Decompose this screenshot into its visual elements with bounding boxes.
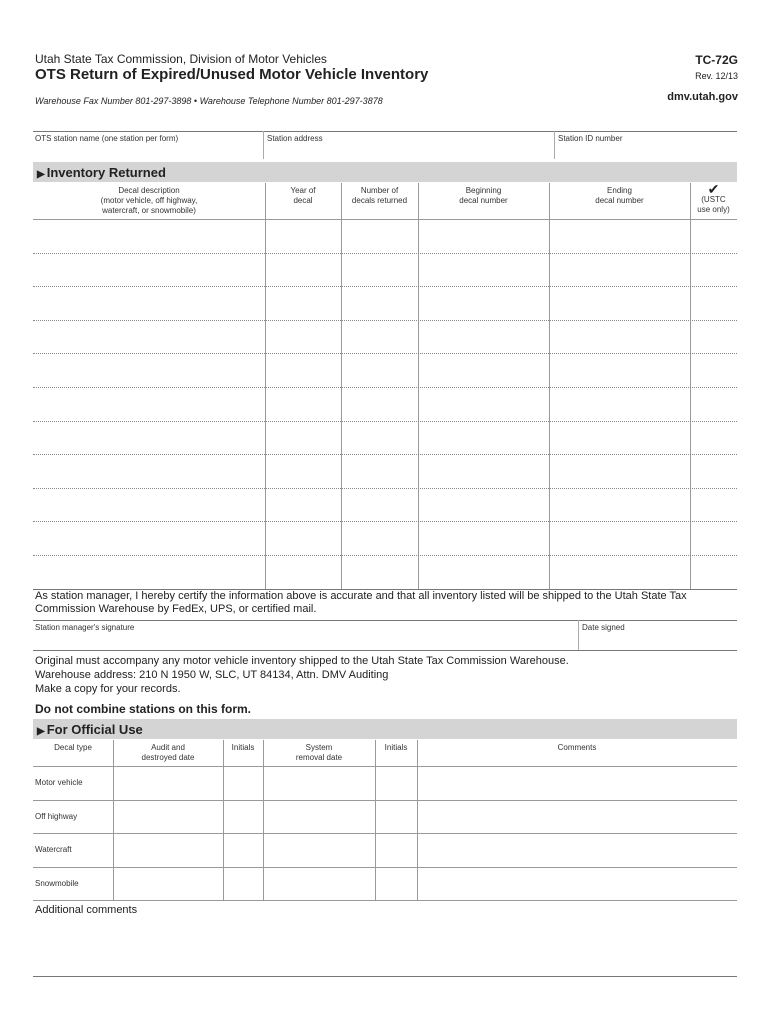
instruction-line-3: Make a copy for your records. bbox=[35, 683, 181, 695]
table-row[interactable] bbox=[33, 556, 737, 588]
table-row[interactable] bbox=[33, 321, 737, 353]
table-row[interactable] bbox=[33, 388, 737, 420]
inventory-column-header: Decal description (motor vehicle, off highway, watercraft, or snowmobile) bbox=[100, 186, 198, 215]
official-section-title: For Official Use bbox=[46, 722, 143, 737]
table-row[interactable] bbox=[33, 455, 737, 487]
decal-type-label: Watercraft bbox=[35, 845, 72, 854]
inventory-column-header: (USTC use only) bbox=[697, 195, 730, 214]
table-row[interactable] bbox=[113, 801, 737, 833]
form-revision: Rev. 12/13 bbox=[695, 71, 738, 81]
table-row[interactable] bbox=[33, 220, 737, 252]
instruction-line-2: Warehouse address: 210 N 1950 W, SLC, UT 84134, Attn. DMV Auditing bbox=[35, 669, 389, 681]
inventory-column-header: Beginning decal number bbox=[459, 186, 508, 205]
official-column-header: Initials bbox=[384, 743, 408, 752]
station-id-label: Station ID number bbox=[558, 134, 623, 143]
table-row[interactable] bbox=[33, 354, 737, 386]
agency-name: Utah State Tax Commission, Division of Motor Vehicles bbox=[35, 52, 327, 66]
station-id-field[interactable] bbox=[556, 143, 736, 157]
station-address-field[interactable] bbox=[265, 143, 552, 157]
decal-type-label: Off highway bbox=[35, 811, 78, 821]
instructions bbox=[35, 654, 735, 696]
table-row[interactable] bbox=[33, 254, 737, 286]
form-number: TC-72G bbox=[695, 53, 738, 67]
inventory-section-title: Inventory Returned bbox=[46, 165, 166, 180]
decal-type-label: Snowmobile bbox=[35, 878, 79, 888]
row-divider bbox=[33, 900, 737, 901]
official-column-header: Decal type bbox=[54, 743, 92, 752]
table-row[interactable] bbox=[33, 422, 737, 454]
official-section-header bbox=[33, 719, 737, 739]
table-row[interactable] bbox=[113, 868, 737, 900]
signature-field[interactable] bbox=[33, 634, 575, 649]
date-signed-field[interactable] bbox=[580, 634, 736, 649]
date-signed-label: Date signed bbox=[582, 623, 625, 632]
website-link[interactable]: dmv.utah.gov bbox=[667, 91, 738, 103]
additional-comments-field[interactable] bbox=[33, 918, 737, 976]
table-row[interactable] bbox=[33, 522, 737, 554]
warehouse-phones: Warehouse Fax Number 801-297-3898 • Warehouse Telephone Number 801-297-3878 bbox=[35, 96, 383, 106]
instruction-line-1: Original must accompany any motor vehicle inventory shipped to the Utah State Tax Commission Warehouse. bbox=[35, 655, 569, 667]
triangle-right-icon: ▶ bbox=[37, 726, 45, 737]
inventory-section-header bbox=[33, 162, 737, 182]
table-row[interactable] bbox=[113, 767, 737, 799]
combine-warning: Do not combine stations on this form. bbox=[35, 702, 251, 716]
table-row[interactable] bbox=[33, 489, 737, 521]
table-row[interactable] bbox=[113, 834, 737, 866]
form-title: OTS Return of Expired/Unused Motor Vehicle Inventory bbox=[35, 66, 429, 83]
checkmark-icon: ✔ bbox=[707, 181, 720, 197]
certification-text: As station manager, I hereby certify the information above is accurate and that all inventory listed will be shipped to the Utah State Tax Commission Warehouse by FedEx, UPS, or certified mail. bbox=[35, 590, 687, 615]
official-column-header: Initials bbox=[231, 743, 255, 752]
official-column-header: Comments bbox=[557, 743, 597, 752]
inventory-column-header: Number of decals returned bbox=[351, 186, 408, 205]
inventory-column-header: Year of decal bbox=[290, 186, 316, 205]
station-address-label: Station address bbox=[267, 134, 323, 143]
official-column-header: Audit and destroyed date bbox=[141, 743, 195, 762]
additional-comments-label: Additional comments bbox=[35, 904, 138, 916]
station-name-label: OTS station name (one station per form) bbox=[35, 134, 179, 143]
official-column-header: System removal date bbox=[295, 743, 343, 762]
signature-label: Station manager's signature bbox=[35, 623, 135, 632]
decal-type-label: Motor vehicle bbox=[35, 778, 83, 787]
station-name-field[interactable] bbox=[33, 143, 261, 157]
triangle-right-icon: ▶ bbox=[37, 169, 45, 180]
table-row[interactable] bbox=[33, 287, 737, 319]
inventory-column-header: Ending decal number bbox=[595, 186, 644, 205]
